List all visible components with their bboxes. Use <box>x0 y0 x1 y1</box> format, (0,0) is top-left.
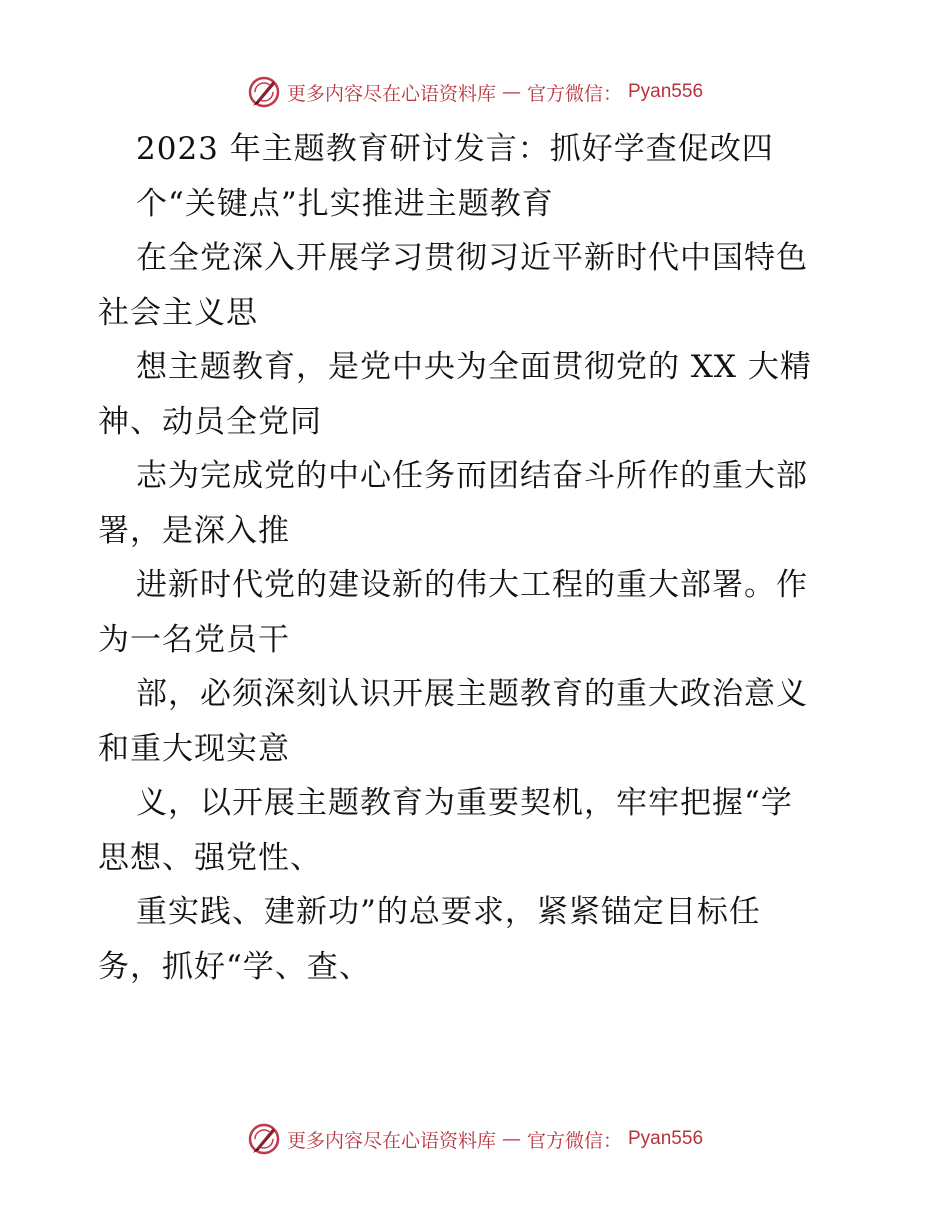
watermark-wechat-label: 官方微信： <box>526 82 622 105</box>
quill-logo-icon <box>247 75 281 109</box>
quill-logo-icon <box>247 1122 281 1156</box>
footer-watermark <box>0 1119 950 1159</box>
body-line: 为一名党员干 <box>98 621 290 658</box>
body-line: 神、动员全党同 <box>98 403 322 440</box>
body-line: 和重大现实意 <box>98 730 290 767</box>
watermark-wechat-id: Pyan556 <box>628 1128 704 1149</box>
document-body <box>98 122 858 994</box>
body-line: 在全党深入开展学习贯彻习近平新时代中国特色 <box>136 240 808 276</box>
watermark-wechat-id: Pyan556 <box>628 81 704 102</box>
body-line: 署，是深入推 <box>98 512 290 549</box>
body-line: 义，以开展主题教育为重要契机，牢牢把握“学 <box>136 785 793 821</box>
body-line: 重实践、建新功”的总要求，紧紧锚定目标任 <box>136 894 761 930</box>
header-watermark <box>0 72 950 112</box>
watermark-separator: — <box>501 1128 521 1150</box>
body-line: 进新时代党的建设新的伟大工程的重大部署。作 <box>136 567 808 603</box>
title-line-1: 2023 年主题教育研讨发言：抓好学查促改四 <box>136 131 774 167</box>
body-line: 想主题教育，是党中央为全面贯彻党的 XX 大精 <box>136 349 812 385</box>
body-line: 社会主义思 <box>98 294 258 331</box>
body-line: 部，必须深刻认识开展主题教育的重大政治意义 <box>136 676 808 712</box>
body-line: 思想、强党性、 <box>98 839 322 876</box>
body-line: 务，抓好“学、查、 <box>98 948 371 985</box>
body-line: 志为完成党的中心任务而团结奋斗所作的重大部 <box>136 458 808 494</box>
watermark-text: 更多内容尽在心语资料库 <box>286 82 496 105</box>
watermark-wechat-label: 官方微信： <box>526 1129 622 1152</box>
title-line-2: 个“关键点”扎实推进主题教育 <box>136 185 554 222</box>
watermark-separator: — <box>501 81 521 103</box>
watermark-text: 更多内容尽在心语资料库 <box>286 1129 496 1152</box>
